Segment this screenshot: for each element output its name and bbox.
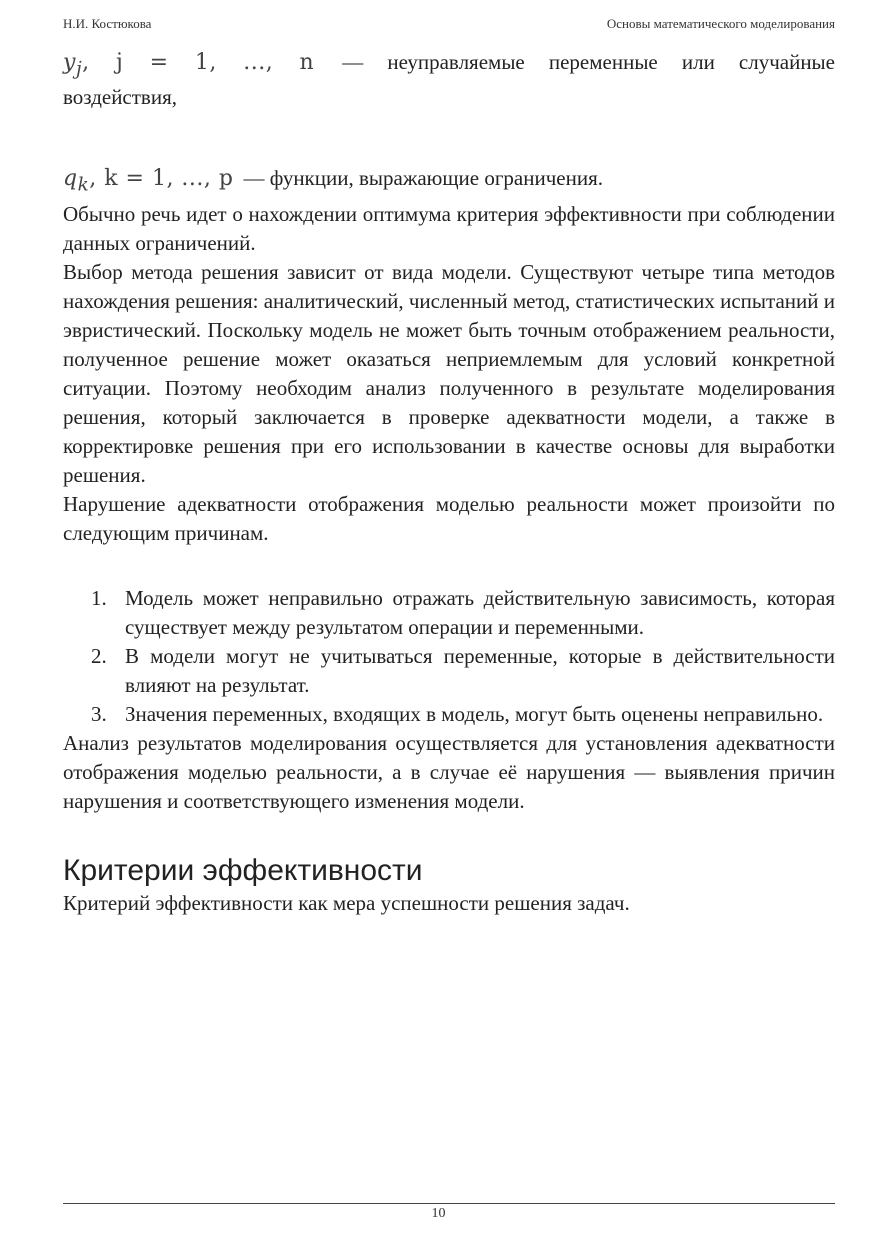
formula-q xyxy=(63,166,234,196)
formula-y-var: y xyxy=(63,50,76,75)
formula-q-rest: , k = 1, ..., p xyxy=(89,166,234,192)
header-author: Н.И. Костюкова xyxy=(63,16,152,31)
paragraph-optimum: Обычно речь идет о нахождении оптимума критерия эффективности при соблюдении данных ограничений. xyxy=(63,201,835,255)
formula-y-rest: , j = 1, ..., n xyxy=(82,50,315,75)
definition-q xyxy=(63,164,835,199)
list-item xyxy=(63,642,835,700)
formula-q-sub: k xyxy=(77,174,90,196)
paragraph-analysis: Анализ результатов моделирования осуществляется для установления адекватности отображения моделью реальности, а в случае её нарушения — выявления причин нарушения и соответствующего изменения модели. xyxy=(63,730,835,813)
list-item-text: Модель может неправильно отражать действительную зависимость, которая существует между результатом операции и переменными. xyxy=(125,585,835,639)
list-item-number: 2. xyxy=(91,643,107,668)
list-item xyxy=(63,700,835,729)
section-heading: Критерии эффективности xyxy=(63,853,423,887)
definition-y-text: — неуправляемые переменные или случайные xyxy=(342,50,835,74)
list-item xyxy=(63,584,835,642)
definition-y xyxy=(63,48,835,83)
paragraph-method-choice: Выбор метода решения зависит от вида модели. Существуют четыре типа методов нахождения решения: аналитический, численный метод, статистических испытаний и эвристический. Поскольку модель не может быть точным отображением реальности, полученное решение может оказаться неприемлемым для условий конкретной ситуации. Поэтому необходим анализ полученного в результате моделирования решения, который заключается в проверке адекватности модели, а также в корректировке решения при его использовании в качестве основы для выработки решения. xyxy=(63,259,835,487)
list-item-text: Значения переменных, входящих в модель, могут быть оценены неправильно. xyxy=(125,701,824,726)
paragraph-criterion: Критерий эффективности как мера успешности решения задач. xyxy=(63,890,630,915)
definition-y-text-cont: воздействия, xyxy=(63,85,177,110)
page-header xyxy=(63,16,835,34)
formula-y xyxy=(63,50,315,80)
paragraph-adequacy-violation: Нарушение адекватности отображения моделью реальности может произойти по следующим причинам. xyxy=(63,491,835,545)
page-number: 10 xyxy=(431,1206,446,1221)
list-item-number: 3. xyxy=(91,701,107,726)
definition-q-text: — функции, выражающие ограничения. xyxy=(243,166,603,191)
list-item-text: В модели могут не учитываться переменные, которые в действительности влияют на результат. xyxy=(125,643,835,697)
list-item-number: 1. xyxy=(91,585,107,610)
formula-y-sub: j xyxy=(75,58,83,80)
header-title: Основы математического моделирования xyxy=(606,16,835,31)
reasons-list xyxy=(63,584,835,729)
formula-q-var: q xyxy=(63,166,78,192)
footer-divider xyxy=(63,1203,835,1204)
page-content xyxy=(63,48,835,918)
